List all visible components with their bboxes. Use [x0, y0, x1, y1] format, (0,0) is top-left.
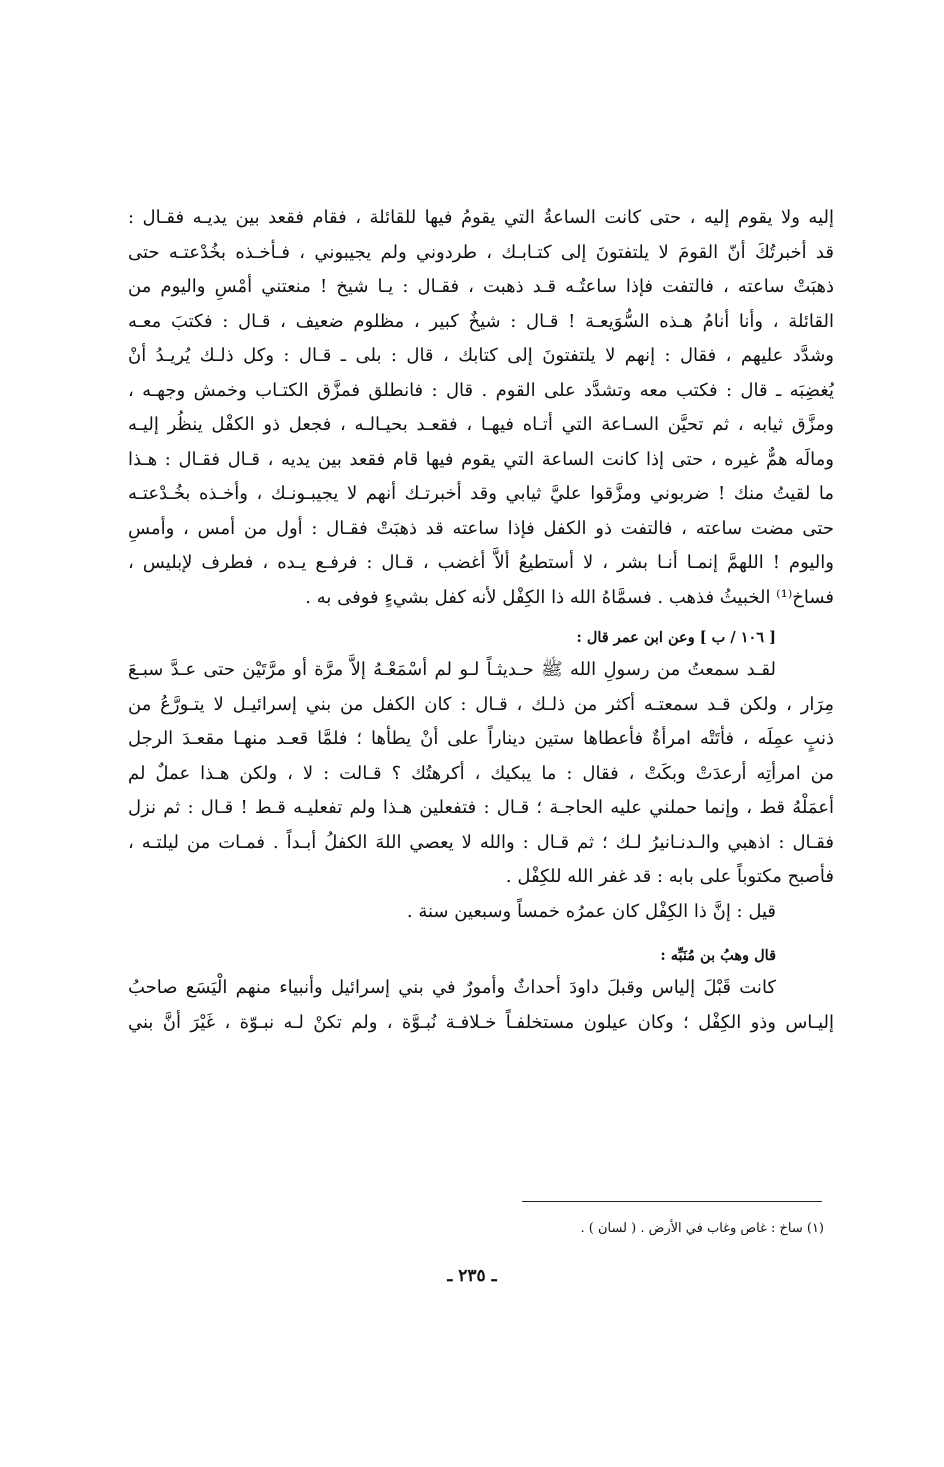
paragraph-line: ما لقيتُ منك ! ضربوني ومزَّقوا عليَّ ثيابي وقد أخبرتـك أنهم لا يجيبـونـك ، وأخـذه بخُـدْعتـه	[128, 483, 834, 504]
paragraph-line: قد أخبرتُكَ أنّ القومَ لا يلتفتونَ إلى كتـابـك ، طردوني ولم يجيبوني ، فـأخـذه بخُدْعتـه حتى	[128, 241, 834, 263]
paragraph-line: القائلة ، وأنا أنامُ هـذه السُّوَيعـة ! قـال : شيخٌ كبير ، مظلوم ضعيف ، قـال : فكتبَ معـه	[128, 310, 834, 332]
paragraph-line: يُغضِبَه ـ قال : فكتب معه وتشدَّد على القوم . قال : فانطلق فمزَّق الكتـاب وخمش وجهـه ،	[128, 379, 834, 401]
paragraph-line: إليـاس وذو الكِفْل ؛ وكان عيلون مستخلفـاً خـلافـة نُبـوَّة ، ولم تكنْ لـه نبـوّة ، غَيْرَ أنَّ بني	[128, 1011, 834, 1033]
paragraph-line: لقـد سمعتُ من رسولِ الله ﷺ حـديثـاً لـو لم أسْمَعْـهُ إلاَّ مرَّة أو مرَّتَيْن حتى عـدَّ سبـعَ	[128, 659, 776, 680]
paragraph-line: واليوم ! اللهمَّ إنمـا أنـا بشر ، لا أستطيعُ ألاَّ أغضب ، قـال : فرفـع يـده ، فطرف لإبليس ،	[128, 552, 834, 573]
paragraph-line: ومالَه همٌّ غيره ، حتى إذا كانت الساعة التي يقوم فيها قام فقعد بين يديه ، قـال فقـال : هـذا	[128, 448, 834, 470]
section-heading: قال وهبُ بن مُنَبِّه :	[660, 947, 776, 964]
page-number: ـ ٢٣٥ ـ	[447, 1266, 497, 1286]
paragraph-line: إليه ولا يقوم إليه ، حتى كانت الساعةُ التي يقومُ فيها للقائلة ، فقام فقعد بين يديـه فقـال :	[128, 207, 834, 228]
paragraph-line: أعمَلْهُ قط ، وإنما حملني عليه الحاجـة ؛ قـال : فتفعلين هـذا ولم تفعليـه قـط ! قـال : ثم نزل	[128, 797, 834, 818]
paragraph-line: فقـال : اذهبي والـدنـانيرُ لـك ؛ ثم قـال : والله لا يعصي اللهَ الكفلُ أبـداً . فمـات من ليلتـه ،	[128, 831, 834, 853]
paragraph-line: قيل : إنَّ ذا الكِفْل كان عمرُه خمساً وسبعين سنة .	[406, 900, 776, 922]
paragraph-line: ومزَّق ثيابه ، ثم تحيَّن السـاعة التي أتـاه فيهـا ، فقعـد بحيـالـه ، فجعل ذو الكفْل ينظُر إليـه	[128, 414, 834, 435]
paragraph-line: من امرأتِه أرعدَتْ وبكَتْ ، فقال : ما يبكيك ، أكرهتُك ؟ قـالت : لا ، ولكن هـذا عملٌ لم	[128, 762, 834, 784]
section-heading: [ ١٠٦ / ب ] وعن ابن عمر قال :	[576, 629, 776, 646]
paragraph-line: مِرَار ، ولكن قـد سمعتـه أكثر من ذلـك ، قـال : كان الكفل من بني إسرائيـل لا يتـورَّعُ من	[128, 693, 834, 715]
main-text	[128, 201, 834, 1040]
paragraph-line: فساخ⁽¹⁾ الخبيثُ فذهب . فسمَّاهُ الله ذا الكِفْل لأنه كفل بشيءٍ فوفى به .	[305, 586, 834, 608]
spacer	[128, 929, 834, 941]
footnote-divider	[522, 1201, 822, 1202]
paragraph-line: ذنبٍ عمِلَه ، فأتَتْه امرأةٌ فأعطاها ستين ديناراً على أنْ يطأها ؛ فلمَّا قعـد منهـا مقعـدَ الرجل	[128, 728, 834, 749]
paragraph-line: حتى مضت ساعته ، فالتفت ذو الكفل فإذا ساعته قد ذهبَتْ فقـال : أول من أمس ، وأمسِ	[128, 517, 834, 539]
paragraph-line: كانت قَبْلَ إلياس وقبلَ داودَ أحداثٌ وأمورٌ في بني إسرائيل وأنبياء منهم الْيَسَع صاحبُ	[128, 977, 776, 998]
paragraph-line: ذهبَتْ ساعته ، فالتفت فإذا ساعتُـه قـد ذهبت ، فقـال : يـا شيخ ! منعتني أمْسِ واليوم من	[128, 276, 834, 297]
paragraph-line: فأصبح مكتوباً على بابه : قد غفر الله للكِفْل .	[505, 866, 834, 887]
footnote: (١) ساخ : غاص وغاب في الأرض . ( لسان ) .	[580, 1221, 824, 1236]
paragraph-line: وشدَّد عليهم ، فقال : إنهم لا يلتفتونَ إلى كتابك ، قال : بلى ـ قـال : وكل ذلـك يُريـدُ أنْ	[128, 345, 834, 366]
spacer	[128, 615, 834, 623]
